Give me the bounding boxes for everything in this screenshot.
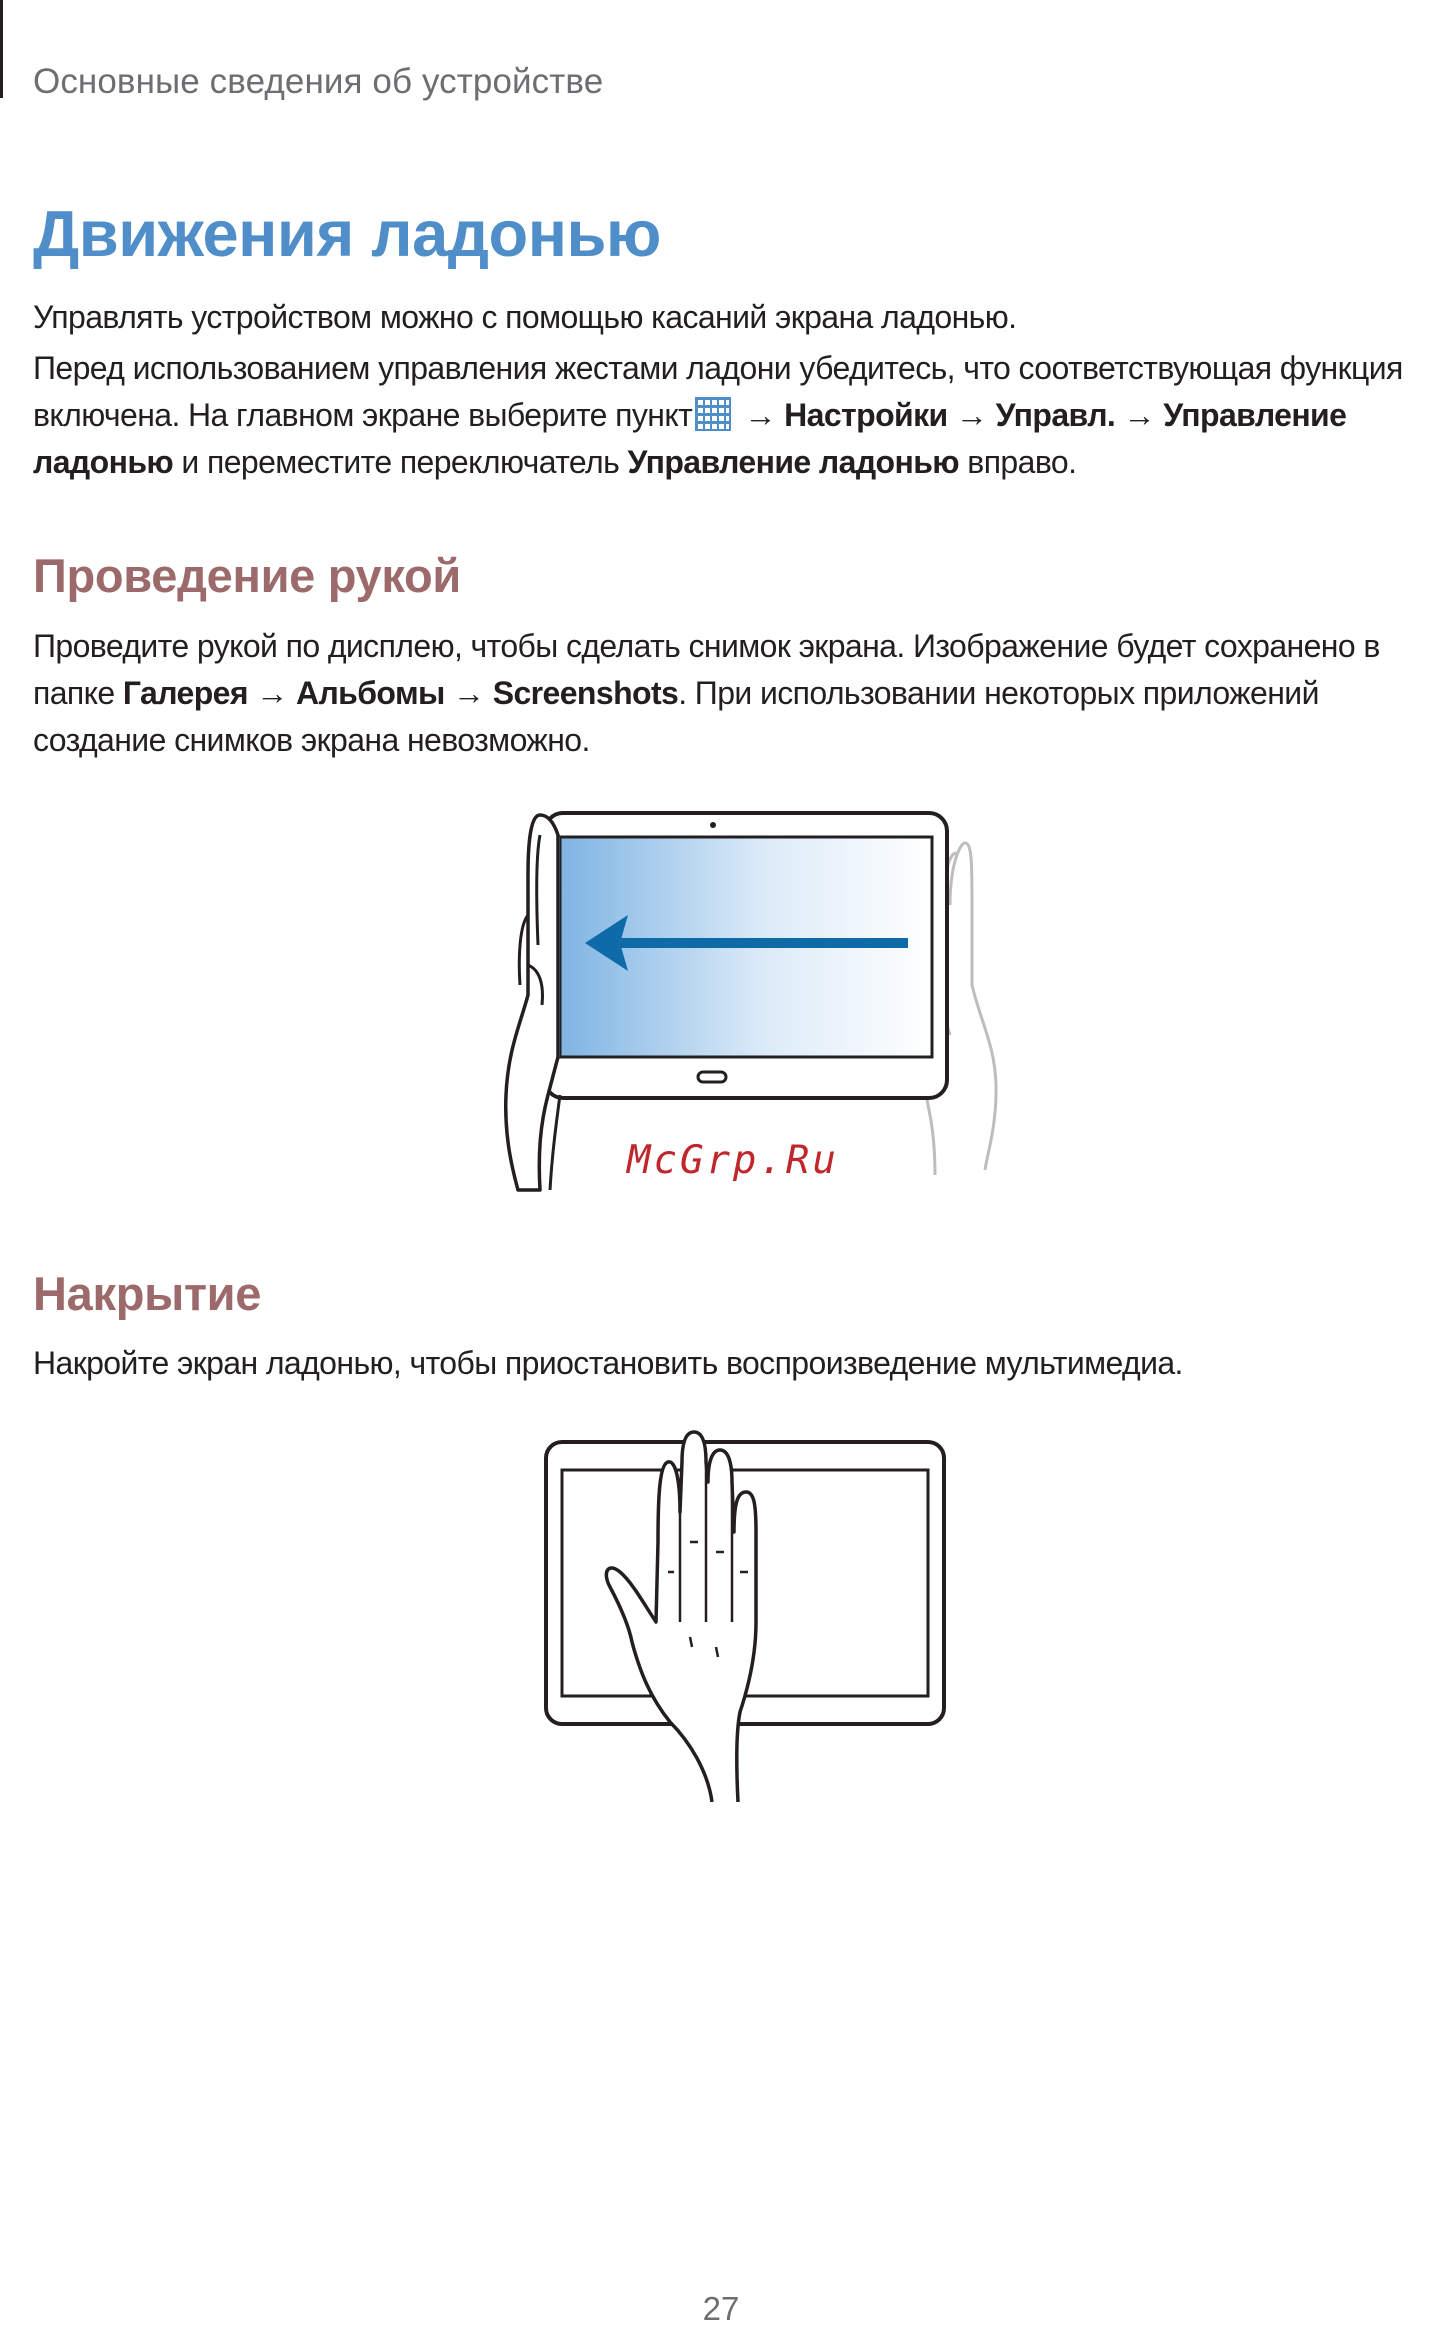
running-header: Основные сведения об устройстве bbox=[33, 62, 604, 101]
palm-cover-illustration bbox=[540, 1422, 950, 1802]
palm-swipe-illustration bbox=[480, 795, 1020, 1195]
page-number: 27 bbox=[702, 2290, 740, 2327]
menu-path-palm-control: Управление ладонью bbox=[33, 397, 1347, 480]
intro-paragraph-2: Перед использованием управления жестами ладони убедитесь, что соответствующая функция включена. На главном экране выберите пункт → Настройки → Управл. → Управление ладонью и переместите переключатель Управление ладонью вправо. bbox=[33, 350, 1403, 480]
intro-text-a: Перед использованием управления жестами ладони убедитесь, что соответствующая функция включена. На главном экране выберите пункт bbox=[33, 350, 1403, 433]
path-gallery: Галерея bbox=[122, 675, 248, 711]
section-heading-swipe: Проведение рукой bbox=[33, 549, 461, 602]
page-title: Движения ладонью bbox=[33, 197, 661, 270]
header-rule bbox=[0, 0, 3, 98]
intro-line1: Управлять устройством можно с помощью касаний экрана ладонью. bbox=[33, 299, 1017, 335]
switch-name-palm-control: Управление ладонью bbox=[627, 444, 960, 480]
intro-paragraph-1 bbox=[33, 294, 1438, 341]
cover-paragraph: Накройте экран ладонью, чтобы приостановить воспроизведение мультимедиа. bbox=[33, 1345, 1183, 1381]
swipe-paragraph: Проведите рукой по дисплею, чтобы сделать снимок экрана. Изображение будет сохранено в папке Галерея → Альбомы → Screenshots. При использовании некоторых приложений создание снимков экрана невозможно. bbox=[33, 628, 1380, 758]
apps-grid-icon bbox=[694, 396, 732, 432]
path-albums: Альбомы bbox=[295, 675, 445, 711]
menu-path-control: Управл. bbox=[995, 397, 1116, 433]
section-heading-cover: Накрытие bbox=[33, 1267, 262, 1320]
watermark: McGrp.Ru bbox=[627, 1138, 839, 1183]
path-screenshots: Screenshots bbox=[492, 675, 679, 711]
menu-path-settings: Настройки bbox=[784, 397, 948, 433]
